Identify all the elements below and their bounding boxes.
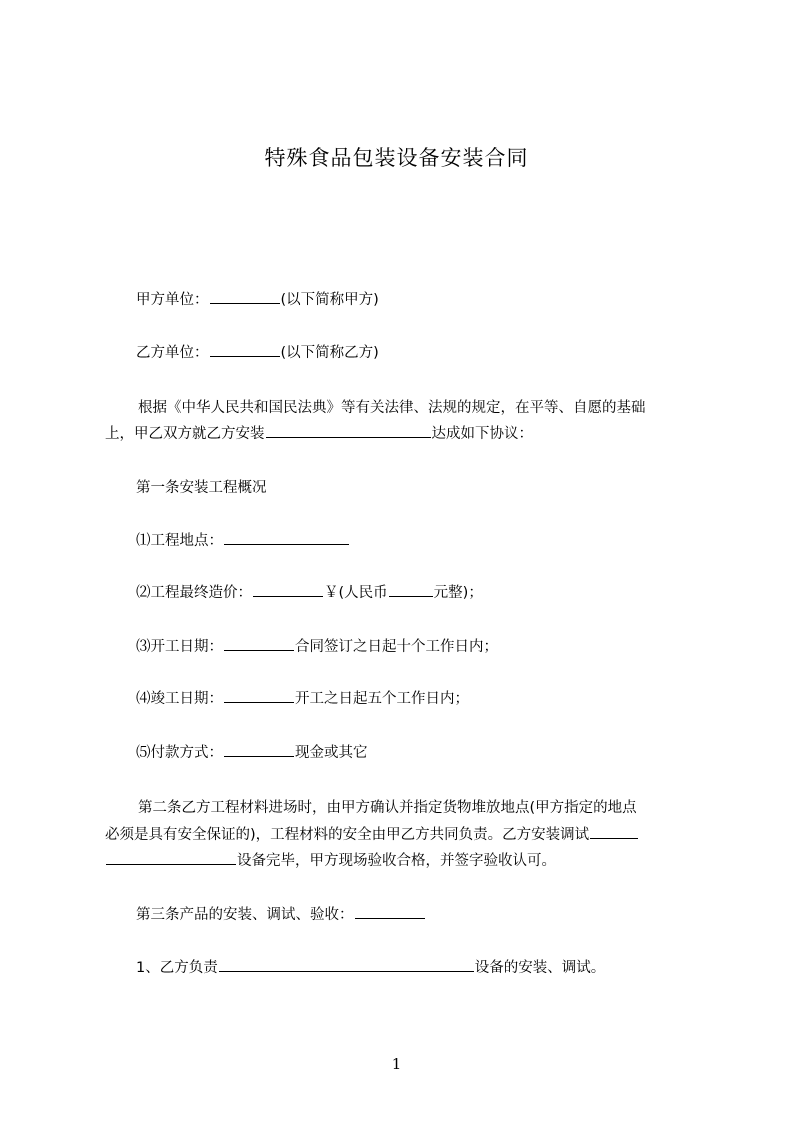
party-a-label: 甲方单位： xyxy=(136,292,209,308)
article-2-line-1: 第二条乙方工程材料进场时，由甲方确认并指定货物堆放地点(甲方指定的地点 xyxy=(138,800,637,816)
intro-line-2 xyxy=(105,421,700,448)
item-4-end: 开工之日起五个工作日内； xyxy=(295,691,469,707)
article-2-line-3 xyxy=(105,848,700,875)
party-b-line xyxy=(136,340,731,367)
item-2-end: 元整)； xyxy=(433,585,483,601)
party-a-blank[interactable] xyxy=(210,287,280,304)
item-3-end: 合同签订之日起十个工作日内； xyxy=(295,639,498,655)
party-b-label: 乙方单位： xyxy=(136,345,209,361)
article-1-item-2 xyxy=(136,580,731,607)
start-date-blank[interactable] xyxy=(224,634,294,651)
final-cost-blank[interactable] xyxy=(253,580,323,597)
clause-1-start: 1、乙方负责 xyxy=(136,960,218,976)
article-1-item-4 xyxy=(136,686,731,713)
article-1-heading: 第一条安装工程概况 xyxy=(136,480,267,496)
install-item-blank[interactable] xyxy=(266,421,431,438)
project-location-blank[interactable] xyxy=(224,528,349,545)
debug-item-blank-a[interactable] xyxy=(590,822,638,839)
article-1-item-1 xyxy=(136,528,731,555)
article-3-heading: 第三条产品的安装、调试、验收： xyxy=(136,907,354,923)
intro-line-2-start: 上，甲乙双方就乙方安装 xyxy=(105,426,265,442)
item-5-end: 现金或其它 xyxy=(295,745,368,761)
document-title: 特殊食品包装设备安装合同 xyxy=(264,146,529,170)
completion-date-blank[interactable] xyxy=(224,686,294,703)
party-b-blank[interactable] xyxy=(210,340,280,357)
party-a-line xyxy=(136,287,731,314)
article-2-line-3-text: 设备完毕，甲方现场验收合格，并签字验收认可。 xyxy=(237,853,556,869)
article-3-line xyxy=(136,902,731,929)
article-3-blank[interactable] xyxy=(355,902,425,919)
party-b-suffix: (以下简称乙方) xyxy=(280,345,379,361)
item-1-label: ⑴工程地点： xyxy=(136,533,223,549)
party-a-suffix: (以下简称甲方) xyxy=(280,292,379,308)
item-5-label: ⑸付款方式： xyxy=(136,745,223,761)
intro-line-2-end: 达成如下协议： xyxy=(431,426,533,442)
article-1-item-3 xyxy=(136,634,731,661)
article-2-line-2-text: 必须是具有安全保证的)，工程材料的安全由甲乙方共同负责。乙方安装调试 xyxy=(105,827,590,843)
page-number: 1 xyxy=(391,1055,402,1073)
article-1-item-5 xyxy=(136,740,731,767)
debug-item-blank-b[interactable] xyxy=(106,848,236,865)
item-2-label: ⑵工程最终造价： xyxy=(136,585,252,601)
item-3-label: ⑶开工日期： xyxy=(136,639,223,655)
clause-1-line xyxy=(136,955,731,982)
equipment-blank[interactable] xyxy=(219,955,474,972)
item-2-mid: ￥(人民币 xyxy=(324,585,388,601)
item-4-label: ⑷竣工日期： xyxy=(136,691,223,707)
article-2-line-2 xyxy=(105,822,700,849)
intro-line-1: 根据《中华人民共和国民法典》等有关法律、法规的规定，在平等、自愿的基础 xyxy=(138,400,646,416)
clause-1-end: 设备的安装、调试。 xyxy=(474,960,606,976)
payment-method-blank[interactable] xyxy=(224,740,294,757)
rmb-amount-blank[interactable] xyxy=(389,580,433,597)
